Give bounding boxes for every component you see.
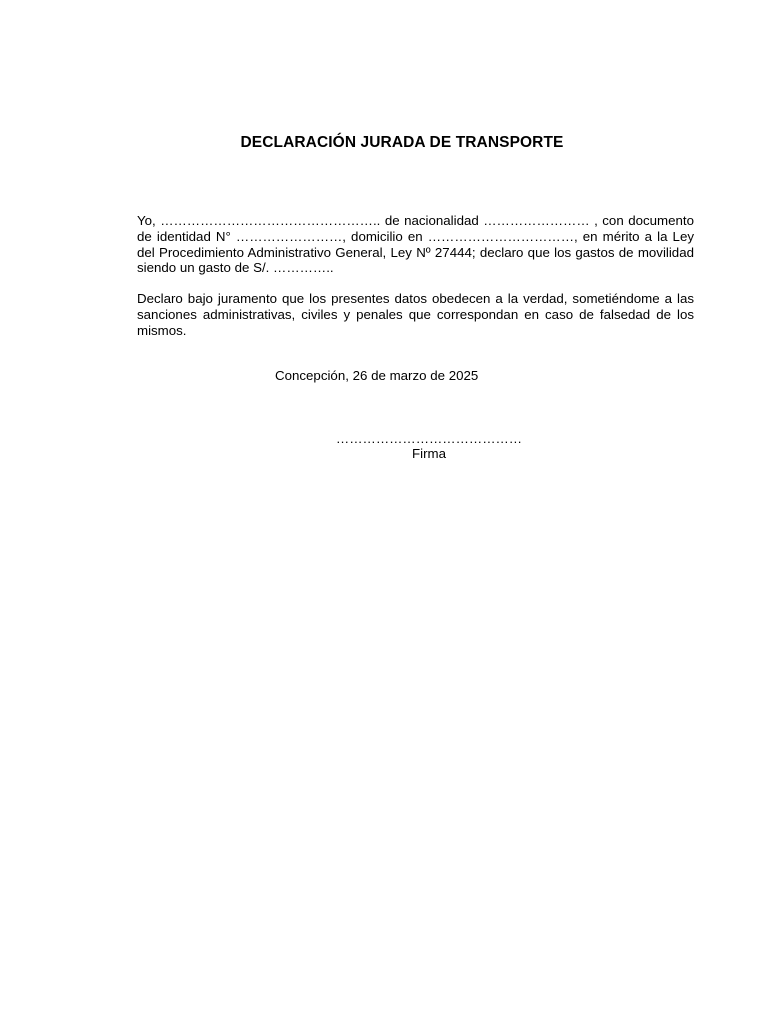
signature-block [300,431,558,461]
signature-line: …………………………………… [335,431,523,446]
document-title: DECLARACIÓN JURADA DE TRANSPORTE [240,134,564,151]
oath-paragraph: Declaro bajo juramento que los presentes datos obedecen a la verdad, sometiéndome a las sanciones administrativas, civiles y penales que correspondan en caso de falsedad de los mismos. [137,291,694,338]
signature-label: Firma [412,446,446,461]
declaration-paragraph: Yo, ………………………………………….. de nacionalidad …………………… , con documento de identidad N° ……………………, domicilio en ……………………………, en mérito a la Ley del Procedimiento Administrativo General, Ley Nº 27444; declaro que los gastos de movilidad siendo un gasto de S/. ………….. [137,213,694,276]
place-date: Concepción, 26 de marzo de 2025 [275,368,479,383]
